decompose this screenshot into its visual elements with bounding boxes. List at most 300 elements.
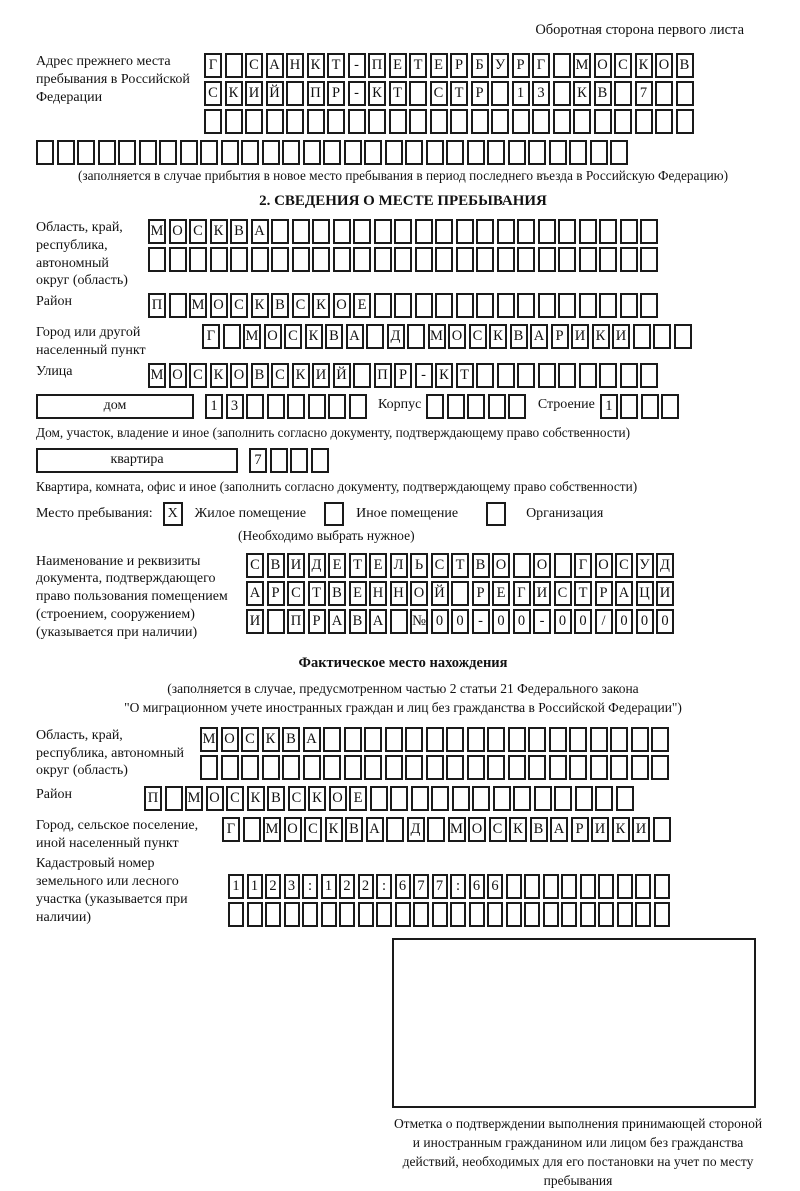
char-box xyxy=(579,247,597,272)
char-box: В xyxy=(325,324,343,349)
char-box xyxy=(327,109,345,134)
char-box: Т xyxy=(308,581,326,606)
char-box: Т xyxy=(409,53,427,78)
char-box: С xyxy=(287,581,305,606)
house-number-grid[interactable] xyxy=(205,394,369,419)
char-box xyxy=(471,109,489,134)
char-box: 6 xyxy=(395,874,411,899)
char-box: Т xyxy=(327,53,345,78)
char-box xyxy=(651,727,669,752)
char-box xyxy=(302,902,318,927)
char-box xyxy=(549,727,567,752)
house-type-box[interactable]: дом xyxy=(36,394,194,419)
char-box xyxy=(282,755,300,780)
char-box xyxy=(553,81,571,106)
char-box xyxy=(467,394,485,419)
stay-option-organization-label: Организация xyxy=(526,505,604,521)
char-box xyxy=(333,219,351,244)
char-box xyxy=(374,219,392,244)
char-box: К xyxy=(225,81,243,106)
char-box: К xyxy=(312,293,330,318)
char-box xyxy=(549,755,567,780)
apartment-number-grid[interactable] xyxy=(249,448,331,473)
char-box: 1 xyxy=(512,81,530,106)
char-box xyxy=(476,219,494,244)
char-box: Б xyxy=(471,53,489,78)
char-box: Д xyxy=(407,817,425,842)
char-box xyxy=(292,247,310,272)
char-box xyxy=(223,324,241,349)
document-row-3[interactable] xyxy=(246,609,677,634)
prev-address-field xyxy=(36,53,770,137)
char-box: 1 xyxy=(247,874,263,899)
char-box xyxy=(599,247,617,272)
char-box: К xyxy=(307,53,325,78)
char-box: И xyxy=(287,553,305,578)
char-box xyxy=(364,140,382,165)
char-box xyxy=(323,755,341,780)
prev-address-caption: (заполняется в случае прибытия в новое место пребывания в период последнего въезда в Российскую Федерацию) xyxy=(77,168,729,183)
char-box: Р xyxy=(267,581,285,606)
char-box xyxy=(579,363,597,388)
char-box: В xyxy=(230,219,248,244)
char-box xyxy=(513,786,531,811)
prev-address-row-2[interactable] xyxy=(204,81,696,106)
char-box xyxy=(286,81,304,106)
char-box xyxy=(558,247,576,272)
char-box: С xyxy=(489,817,507,842)
char-box xyxy=(610,755,628,780)
document-row-2[interactable] xyxy=(246,581,677,606)
prev-address-row-1[interactable] xyxy=(204,53,696,78)
char-box: 7 xyxy=(432,874,448,899)
char-box xyxy=(614,109,632,134)
char-box: С xyxy=(614,53,632,78)
house-row xyxy=(36,394,770,422)
char-box: В xyxy=(251,363,269,388)
char-box xyxy=(456,219,474,244)
street-label: Улица xyxy=(36,363,73,379)
char-box xyxy=(538,363,556,388)
char-box: В xyxy=(328,581,346,606)
char-box: Р xyxy=(394,363,412,388)
char-box xyxy=(653,817,671,842)
char-box xyxy=(290,448,308,473)
char-box xyxy=(543,902,559,927)
char-box: Р xyxy=(472,581,490,606)
char-box: К xyxy=(368,81,386,106)
cadastral-label: Кадастровый номер земельного или лесного участка (указывается при наличии) xyxy=(36,856,188,925)
char-box xyxy=(431,786,449,811)
char-box: О xyxy=(206,786,224,811)
char-box: 1 xyxy=(228,874,244,899)
document-grid xyxy=(246,553,677,637)
char-box xyxy=(620,219,638,244)
char-box xyxy=(654,874,670,899)
char-box: М xyxy=(148,219,166,244)
char-box: 1 xyxy=(321,874,337,899)
char-box xyxy=(558,219,576,244)
char-box xyxy=(292,219,310,244)
char-box: Д xyxy=(656,553,674,578)
char-box: С xyxy=(189,219,207,244)
char-box xyxy=(389,109,407,134)
char-box xyxy=(569,140,587,165)
actual-location-note-2: "О миграционном учете иностранных граждан и лиц без гражданства в Российской Федерации") xyxy=(124,699,682,715)
char-box: Н xyxy=(390,581,408,606)
char-box: С xyxy=(241,727,259,752)
char-box xyxy=(265,902,281,927)
char-box xyxy=(472,786,490,811)
actual-district-grid[interactable] xyxy=(144,786,636,811)
char-box: 7 xyxy=(249,448,267,473)
stay-option-organization-checkbox[interactable] xyxy=(486,502,506,526)
char-box xyxy=(165,786,183,811)
char-box xyxy=(267,394,285,419)
char-box xyxy=(446,755,464,780)
char-box: У xyxy=(491,53,509,78)
char-box: Т xyxy=(451,553,469,578)
char-box: К xyxy=(308,786,326,811)
stay-option-other-label: Иное помещение xyxy=(356,505,459,521)
house-caption: Дом, участок, владение и иное (заполнить согласно документу, подтверждающему право собственности) xyxy=(36,424,631,440)
char-box xyxy=(450,902,466,927)
char-box xyxy=(491,109,509,134)
char-box xyxy=(528,140,546,165)
char-box: Е xyxy=(349,786,367,811)
char-box xyxy=(311,448,329,473)
char-box xyxy=(640,293,658,318)
char-box xyxy=(456,293,474,318)
char-box: 3 xyxy=(284,874,300,899)
char-box: О xyxy=(492,553,510,578)
char-box xyxy=(549,140,567,165)
char-box xyxy=(200,140,218,165)
char-box: М xyxy=(263,817,281,842)
char-box xyxy=(450,109,468,134)
char-box xyxy=(620,293,638,318)
char-box: 6 xyxy=(469,874,485,899)
char-box: К xyxy=(210,363,228,388)
cadastral-grid xyxy=(228,874,672,930)
char-box: С xyxy=(615,553,633,578)
char-box: : xyxy=(376,874,392,899)
char-box xyxy=(204,109,222,134)
char-box: Л xyxy=(390,553,408,578)
char-box: И xyxy=(571,324,589,349)
char-box: О xyxy=(210,293,228,318)
char-box: В xyxy=(271,293,289,318)
char-box xyxy=(456,247,474,272)
char-box: Р xyxy=(512,53,530,78)
char-box xyxy=(654,902,670,927)
district-grid[interactable] xyxy=(148,293,661,318)
char-box xyxy=(308,394,326,419)
char-box: В xyxy=(349,609,367,634)
apartment-caption: Квартира, комната, офис и иное (заполнить согласно документу, подтверждающему право собственности) xyxy=(36,478,638,494)
city-field xyxy=(36,324,770,360)
actual-region-label: Область, край, республика, автономный округ (область) xyxy=(36,727,185,779)
char-box xyxy=(344,727,362,752)
char-box: М xyxy=(148,363,166,388)
char-box xyxy=(620,394,638,419)
char-box: А xyxy=(530,324,548,349)
char-box xyxy=(655,109,673,134)
char-box: А xyxy=(303,727,321,752)
stay-option-residential-checkbox[interactable]: X xyxy=(163,502,183,526)
char-box: Г xyxy=(204,53,222,78)
char-box xyxy=(386,817,404,842)
char-box xyxy=(451,581,469,606)
stamp-area xyxy=(392,938,764,1191)
char-box: В xyxy=(676,53,694,78)
char-box xyxy=(339,902,355,927)
char-box xyxy=(426,140,444,165)
char-box xyxy=(333,247,351,272)
char-box: В xyxy=(282,727,300,752)
char-box xyxy=(405,755,423,780)
char-box xyxy=(561,874,577,899)
char-box xyxy=(426,755,444,780)
char-box xyxy=(599,219,617,244)
char-box: Р xyxy=(471,81,489,106)
char-box: С xyxy=(288,786,306,811)
actual-region-field xyxy=(36,727,770,783)
char-box xyxy=(241,140,259,165)
char-box xyxy=(376,902,392,927)
char-box xyxy=(323,140,341,165)
char-box: И xyxy=(246,609,264,634)
char-box xyxy=(286,109,304,134)
char-box: А xyxy=(369,609,387,634)
char-box xyxy=(266,109,284,134)
char-box xyxy=(353,219,371,244)
char-box: Г xyxy=(574,553,592,578)
char-box xyxy=(558,363,576,388)
char-box xyxy=(221,140,239,165)
char-box: А xyxy=(266,53,284,78)
city-grid[interactable] xyxy=(202,324,694,349)
char-box: С xyxy=(245,53,263,78)
char-box xyxy=(487,902,503,927)
char-box: Й xyxy=(333,363,351,388)
stroenie-grid[interactable] xyxy=(600,394,682,419)
char-box xyxy=(651,755,669,780)
char-box xyxy=(246,394,264,419)
char-box xyxy=(528,755,546,780)
region-row-2[interactable] xyxy=(148,247,661,272)
char-box: О xyxy=(230,363,248,388)
char-box: - xyxy=(415,363,433,388)
char-box xyxy=(370,786,388,811)
char-box xyxy=(267,609,285,634)
char-box: К xyxy=(305,324,323,349)
char-box xyxy=(405,727,423,752)
char-box xyxy=(435,293,453,318)
char-box: / xyxy=(595,609,613,634)
char-box xyxy=(508,394,526,419)
char-box xyxy=(595,786,613,811)
char-box xyxy=(517,363,535,388)
char-box xyxy=(270,448,288,473)
char-box: О xyxy=(595,553,613,578)
char-box: Г xyxy=(202,324,220,349)
char-box: Е xyxy=(389,53,407,78)
char-box xyxy=(497,293,515,318)
char-box: М xyxy=(200,727,218,752)
char-box: М xyxy=(189,293,207,318)
char-box: О xyxy=(448,324,466,349)
char-box xyxy=(245,109,263,134)
char-box: В xyxy=(472,553,490,578)
char-box: К xyxy=(325,817,343,842)
char-box xyxy=(508,755,526,780)
char-box: Е xyxy=(328,553,346,578)
char-box xyxy=(385,140,403,165)
char-box: О xyxy=(169,363,187,388)
document-row-1[interactable] xyxy=(246,553,677,578)
char-box xyxy=(640,219,658,244)
char-box: К xyxy=(435,363,453,388)
char-box xyxy=(553,109,571,134)
char-box: Г xyxy=(222,817,240,842)
char-box: Е xyxy=(353,293,371,318)
char-box xyxy=(262,140,280,165)
char-box: А xyxy=(251,219,269,244)
actual-region-row-2[interactable] xyxy=(200,755,672,780)
stay-option-other-checkbox[interactable] xyxy=(324,502,344,526)
char-box xyxy=(524,902,540,927)
region-label: Область, край, республика, автономный округ (область) xyxy=(36,220,128,289)
char-box xyxy=(36,140,54,165)
prev-address-grid xyxy=(204,53,696,137)
stay-type-row xyxy=(36,502,770,526)
char-box: Т xyxy=(349,553,367,578)
char-box xyxy=(228,902,244,927)
char-box: О xyxy=(410,581,428,606)
char-box xyxy=(528,727,546,752)
char-box: 0 xyxy=(656,609,674,634)
char-box: М xyxy=(573,53,591,78)
stay-option-residential-label: Жилое помещение xyxy=(194,505,307,521)
char-box: : xyxy=(450,874,466,899)
char-box: П xyxy=(368,53,386,78)
char-box xyxy=(159,140,177,165)
char-box xyxy=(517,247,535,272)
char-box xyxy=(513,553,531,578)
char-box xyxy=(554,553,572,578)
char-box xyxy=(287,394,305,419)
page-side-note: Оборотная сторона первого листа xyxy=(535,22,744,38)
char-box: К xyxy=(251,293,269,318)
char-box xyxy=(413,902,429,927)
korpus-label: Корпус xyxy=(378,396,422,412)
char-box xyxy=(446,727,464,752)
char-box: 2 xyxy=(339,874,355,899)
char-box xyxy=(476,293,494,318)
char-box: А xyxy=(550,817,568,842)
char-box: С xyxy=(304,817,322,842)
char-box: О xyxy=(169,219,187,244)
char-box xyxy=(271,219,289,244)
char-box xyxy=(57,140,75,165)
char-box xyxy=(599,363,617,388)
char-box xyxy=(575,786,593,811)
document-field xyxy=(36,553,770,642)
char-box: И xyxy=(632,817,650,842)
actual-city-grid[interactable] xyxy=(222,817,673,842)
prev-address-overflow-row[interactable] xyxy=(36,140,770,165)
char-box xyxy=(189,247,207,272)
stamp-box xyxy=(392,938,756,1108)
apartment-row xyxy=(36,448,770,476)
char-box: С xyxy=(204,81,222,106)
char-box xyxy=(139,140,157,165)
char-box: М xyxy=(448,817,466,842)
char-box: М xyxy=(428,324,446,349)
char-box: Д xyxy=(387,324,405,349)
char-box xyxy=(411,786,429,811)
char-box: - xyxy=(348,81,366,106)
char-box: Г xyxy=(513,581,531,606)
district-field xyxy=(36,293,770,321)
char-box xyxy=(452,786,470,811)
char-box: 0 xyxy=(574,609,592,634)
street-grid[interactable] xyxy=(148,363,661,388)
actual-region-grid xyxy=(200,727,672,783)
char-box xyxy=(98,140,116,165)
char-box xyxy=(446,140,464,165)
apartment-type-box[interactable]: квартира xyxy=(36,448,238,473)
char-box xyxy=(169,247,187,272)
char-box: Д xyxy=(308,553,326,578)
char-box: 0 xyxy=(513,609,531,634)
char-box xyxy=(640,247,658,272)
char-box xyxy=(517,219,535,244)
char-box: 0 xyxy=(554,609,572,634)
cadastral-row-2[interactable] xyxy=(228,902,672,927)
char-box xyxy=(282,140,300,165)
char-box xyxy=(225,53,243,78)
char-box xyxy=(655,81,673,106)
char-box xyxy=(616,786,634,811)
char-box xyxy=(148,247,166,272)
char-box xyxy=(614,81,632,106)
char-box: Р xyxy=(450,53,468,78)
char-box xyxy=(674,324,692,349)
char-box xyxy=(569,755,587,780)
char-box: О xyxy=(221,727,239,752)
cadastral-row-1[interactable] xyxy=(228,874,672,899)
char-box: В xyxy=(267,553,285,578)
char-box xyxy=(538,219,556,244)
char-box: С xyxy=(189,363,207,388)
actual-region-row-1[interactable] xyxy=(200,727,672,752)
char-box: М xyxy=(185,786,203,811)
char-box: А xyxy=(366,817,384,842)
char-box xyxy=(610,140,628,165)
char-box: Р xyxy=(308,609,326,634)
char-box xyxy=(579,293,597,318)
char-box xyxy=(230,247,248,272)
char-box xyxy=(558,293,576,318)
prev-address-row-3[interactable] xyxy=(204,109,696,134)
korpus-grid[interactable] xyxy=(426,394,529,419)
char-box xyxy=(469,902,485,927)
char-box xyxy=(476,363,494,388)
region-row-1[interactable] xyxy=(148,219,661,244)
actual-city-label: Город, сельское поселение, иной населенный пункт xyxy=(36,817,199,851)
